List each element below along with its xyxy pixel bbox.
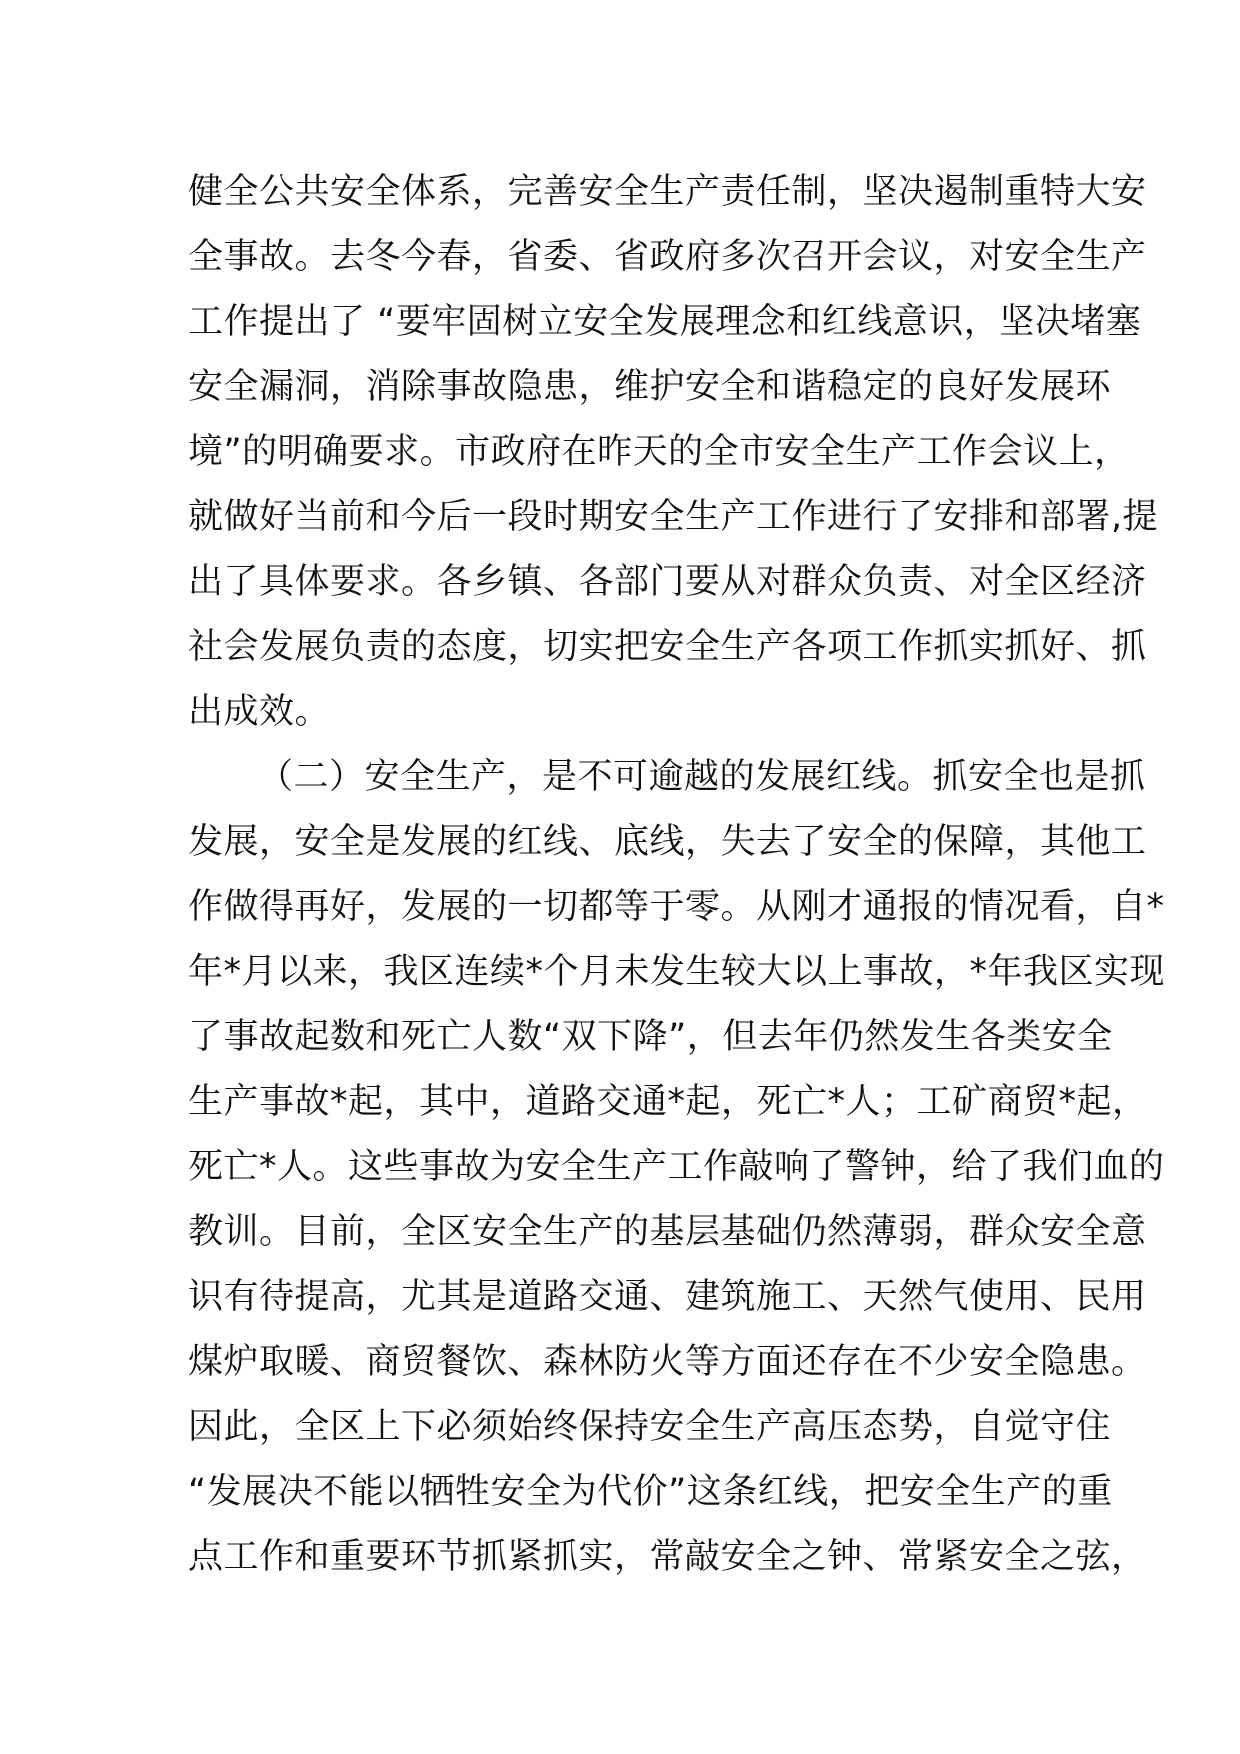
text-line: 年*月以来，我区连续*个月未发生较大以上事故，*年我区实现 bbox=[188, 952, 1166, 992]
text-line: 全事故。去冬今春，省委、省政府多次召开会议，对安全生产 bbox=[188, 237, 1147, 277]
section-heading-line: （二）安全生产，是不可逾越的发展红线。抓安全也是抓 bbox=[258, 757, 1146, 797]
text-line: 教训。目前，全区安全生产的基层基础仍然薄弱，群众安全意 bbox=[188, 1212, 1147, 1252]
text-line: 社会发展负责的态度，切实把安全生产各项工作抓实抓好、抓 bbox=[188, 627, 1147, 667]
text-line: 发展，安全是发展的红线、底线，失去了安全的保障，其他工 bbox=[188, 822, 1147, 862]
text-line: 了事故起数和死亡人数“双下降”，但去年仍然发生各类安全 bbox=[188, 1017, 1113, 1057]
text-line: 健全公共安全体系，完善安全生产责任制，坚决遏制重特大安 bbox=[188, 172, 1147, 212]
text-line: 煤炉取暖、商贸餐饮、森林防火等方面还存在不少安全隐患。 bbox=[188, 1342, 1147, 1382]
text-line: 作做得再好，发展的一切都等于零。从刚才通报的情况看，自* bbox=[188, 887, 1165, 927]
text-line: 出成效。 bbox=[188, 692, 331, 732]
text-line: 识有待提高，尤其是道路交通、建筑施工、天然气使用、民用 bbox=[188, 1277, 1147, 1317]
text-line: “发展决不能以牺牲安全为代价”这条红线，把安全生产的重 bbox=[188, 1472, 1113, 1512]
text-line: 就做好当前和今后一段时期安全生产工作进行了安排和部署,提 bbox=[188, 497, 1159, 537]
text-line: 出了具体要求。各乡镇、各部门要从对群众负责、对全区经济 bbox=[188, 562, 1147, 602]
text-line: 安全漏洞，消除事故隐患，维护安全和谐稳定的良好发展环 bbox=[188, 367, 1112, 407]
text-line: 点工作和重要环节抓紧抓实，常敲安全之钟、常紧安全之弦， bbox=[188, 1537, 1147, 1577]
text-line: 工作提出了 “要牢固树立安全发展理念和红线意识，坚决堵塞 bbox=[188, 302, 1142, 342]
text-line: 生产事故*起，其中，道路交通*起，死亡*人；工矿商贸*起， bbox=[188, 1082, 1148, 1122]
text-line: 因此，全区上下必须始终保持安全生产高压态势，自觉守住 bbox=[188, 1407, 1112, 1447]
text-line: 死亡*人。这些事故为安全生产工作敲响了警钟，给了我们血的 bbox=[188, 1147, 1165, 1187]
body-text bbox=[188, 160, 1166, 1590]
text-line: 境”的明确要求。市政府在昨天的全市安全生产工作会议上， bbox=[188, 432, 1130, 472]
